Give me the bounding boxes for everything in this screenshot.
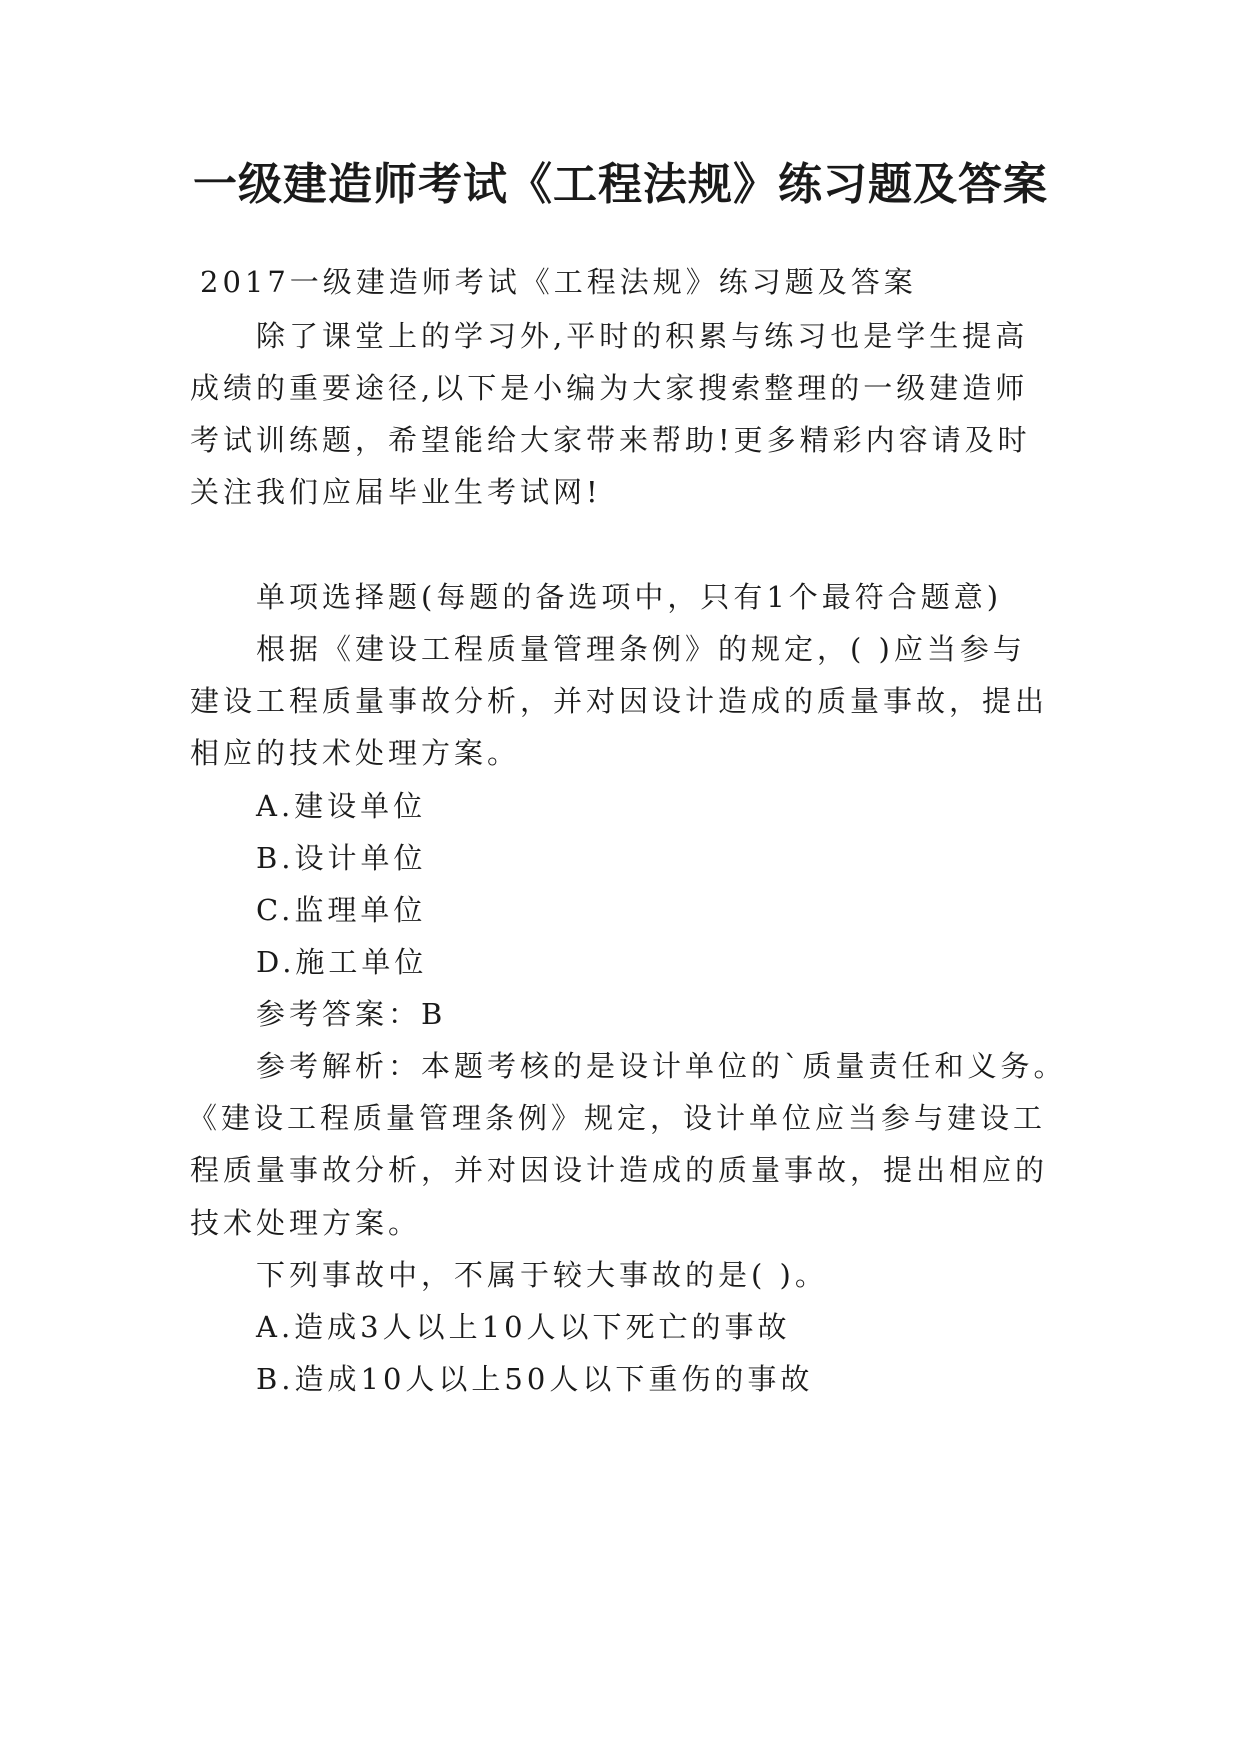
reference-answer: 参考答案：B xyxy=(256,997,447,1031)
analysis-line: 《建设工程质量管理条例》规定，设计单位应当参与建设工 xyxy=(188,1101,1047,1135)
analysis-line: 程质量事故分析，并对因设计造成的质量事故，提出相应的 xyxy=(190,1153,1049,1187)
intro-line: 考试训练题，希望能给大家带来帮助!更多精彩内容请及时 xyxy=(190,423,1031,457)
option-b: B.设计单位 xyxy=(256,841,427,875)
option-a: A.建设单位 xyxy=(256,789,427,823)
question-stem: 建设工程质量事故分析，并对因设计造成的质量事故，提出 xyxy=(190,684,1049,718)
intro-line: 关注我们应届毕业生考试网! xyxy=(190,475,602,509)
document-subtitle: 2017一级建造师考试《工程法规》练习题及答案 xyxy=(200,265,917,299)
intro-line: 成绩的重要途径,以下是小编为大家搜索整理的一级建造师 xyxy=(190,371,1029,405)
document-title: 一级建造师考试《工程法规》练习题及答案 xyxy=(193,159,1048,210)
section-heading: 单项选择题(每题的备选项中，只有1个最符合题意) xyxy=(256,580,1003,614)
question-stem: 相应的技术处理方案。 xyxy=(190,736,521,770)
option-a: A.造成3人以上10人以下死亡的事故 xyxy=(256,1310,791,1344)
option-d: D.施工单位 xyxy=(256,945,428,979)
analysis-line: 技术处理方案。 xyxy=(190,1206,422,1240)
question-stem: 下列事故中，不属于较大事故的是( )。 xyxy=(256,1258,828,1292)
option-b: B.造成10人以上50人以下重伤的事故 xyxy=(256,1362,814,1396)
intro-line: 除了课堂上的学习外,平时的积累与练习也是学生提高 xyxy=(256,319,1029,353)
analysis-line: 参考解析：本题考核的是设计单位的`质量责任和义务。 xyxy=(256,1049,1067,1083)
option-c: C.监理单位 xyxy=(256,893,427,927)
question-stem: 根据《建设工程质量管理条例》的规定，( )应当参与 xyxy=(256,632,1026,666)
